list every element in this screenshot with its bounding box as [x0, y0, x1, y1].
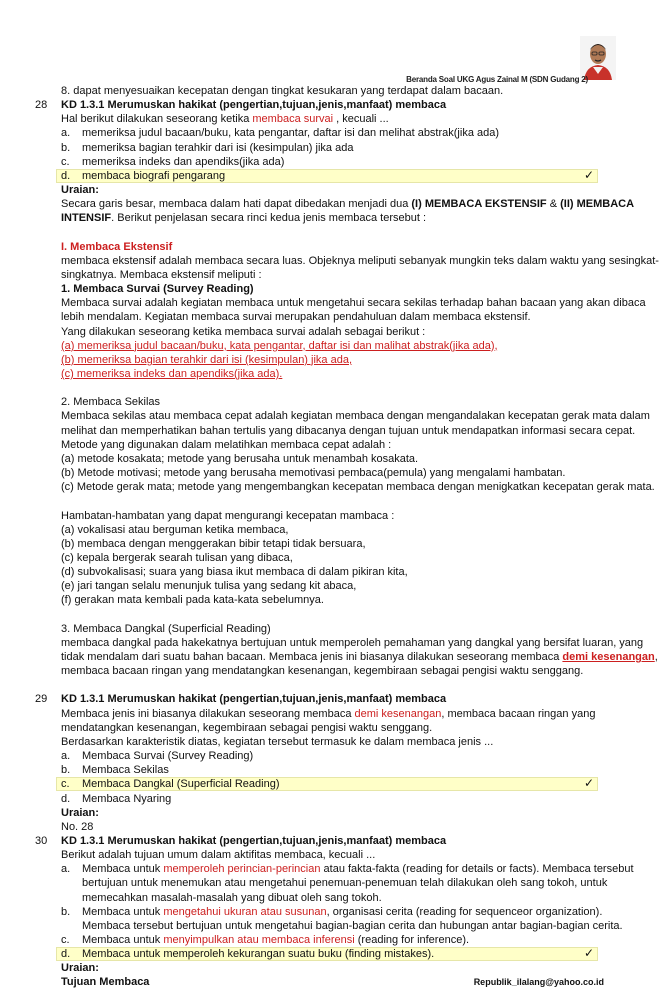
option-text: membaca biografi pengarang [82, 169, 226, 182]
line-text: (a) vokalisasi atau berguman ketika membaca, [61, 523, 289, 536]
line-text: (e) jari tangan selalu menunjuk tulisa yang sedang kit abaca, [61, 580, 357, 593]
option-text: memeriksa bagian terahkir dari isi (kesimpulan) jika ada [82, 141, 354, 154]
line-text: KD 1.3.1 Merumuskan hakikat (pengertian,tujuan,jenis,manfaat) membaca [61, 834, 447, 847]
text-segment: tidak mendalam dari suatu bahan bacaan. Membaca jenis ini biasanya dilakukan seseorang membaca [61, 651, 563, 663]
text-line [0, 749, 638, 763]
line-text: KD 1.3.1 Merumuskan hakikat (pengertian,tujuan,jenis,manfaat) membaca [61, 693, 447, 706]
line-text: lebih mendalam. Kegiatan membaca survai merupakan pendahuluan dalam membaca ekstensif. [61, 311, 531, 324]
footer-email: Republik_ilalang@yahoo.co.id [473, 977, 604, 987]
text-line [0, 792, 638, 806]
option-letter: b. [61, 764, 71, 777]
line-text: (a) memeriksa judul bacaan/buku, kata pengantar, daftar isi dan malihat abstrak(jika ada), [61, 339, 498, 352]
line-text: (f) gerakan mata kembali pada kata-kata sebelumnya. [61, 594, 324, 607]
line-text: (d) subvokalisasi; suara yang biasa ikut membaca di dalam pikiran kita, [61, 566, 408, 579]
line-text: mendatangkan kesenangan, kegembiraan sebagai pengisi waktu senggang. [61, 721, 433, 734]
text-line [0, 226, 638, 240]
line-text: (c) kepala bergerak searah tulisan yang dibaca, [61, 551, 293, 564]
text-segment: (II) MEMBACA [560, 198, 635, 211]
text-line [0, 141, 638, 155]
option-letter: c. [61, 778, 70, 791]
text-segment: demi kesenangan [354, 707, 442, 720]
line-text: Hambatan-hambatan yang dapat mengurangi kecepatan mambaca : [61, 509, 395, 522]
text-line [0, 197, 638, 211]
text-line [0, 763, 638, 777]
line-text: 8. dapat menyesuaikan kecepatan dengan tingkat kesukaran yang terdapat dalam bacaan. [61, 85, 504, 97]
text-line [0, 919, 638, 933]
text-segment: & [546, 198, 561, 211]
line-text: membaca bacaan ringan yang mendatangkan kesenangan, kegembiraan sebagai pengisi waktu senggang. [61, 665, 584, 678]
option-letter: b. [61, 905, 71, 918]
line-text: Yang dilakukan seseorang ketika membaca survai adalah sebagai berikut : [61, 325, 426, 338]
text-line [0, 593, 638, 607]
correct-check-icon: ✓ [584, 167, 595, 182]
text-line [0, 735, 638, 749]
text-segment: (I) MEMBACA EKSTENSIF [411, 198, 547, 211]
text-line [0, 296, 646, 310]
line-text: Berikut adalah tujuan umum dalam aktifitas membaca, kecuali ... [61, 849, 376, 862]
line-text [61, 707, 595, 722]
text-line [0, 636, 644, 650]
option-text: Membaca Survai (Survey Reading) [82, 750, 254, 763]
line-text [61, 197, 634, 212]
text-line [0, 480, 655, 494]
text-line [0, 211, 638, 225]
text-segment: Hal berikut dilakukan seseorang ketika [61, 113, 253, 126]
text-line [0, 395, 638, 409]
text-segment: , kecuali ... [333, 113, 389, 126]
line-text: KD 1.3.1 Merumuskan hakikat (pengertian,tujuan,jenis,manfaat) membaca [61, 99, 447, 112]
text-line [0, 367, 638, 381]
line-text: 3. Membaca Dangkal (Superficial Reading) [61, 622, 271, 635]
text-line [0, 608, 638, 622]
text-segment: Membaca untuk [82, 863, 164, 876]
line-text: Uraian: [61, 962, 99, 975]
text-segment: Membaca jenis ini biasanya dilakukan seseorang membaca [61, 707, 355, 720]
text-line [0, 339, 638, 353]
line-text: 1. Membaca Survai (Survey Reading) [61, 283, 254, 296]
text-segment: INTENSIF [61, 212, 112, 225]
line-text: Tujuan Membaca [61, 976, 150, 989]
text-segment: (reading for inference). [354, 934, 470, 946]
text-line [0, 947, 638, 961]
text-segment: mengetahui ukuran atau susunan [163, 905, 327, 918]
text-segment: Membaca untuk [82, 934, 164, 946]
line-text: melihat dan memperhatikan bahan tertulis yang dibacanya dengan tujuan untuk mendapatkan informasi secara cepat. [61, 424, 636, 437]
text-segment: atau fakta-fakta (reading for details or facts). Membaca tersebut [320, 863, 634, 876]
text-line [0, 523, 638, 537]
text-line [0, 424, 638, 438]
text-line [0, 933, 638, 947]
option-text: memecahkan masalah-masalah yang dibuat oleh sang tokoh. [82, 891, 382, 904]
line-text: Uraian: [61, 184, 99, 197]
text-segment: Membaca untuk [82, 905, 164, 918]
line-text: No. 28 [61, 820, 94, 833]
line-text: (b) membaca dengan menggerakan bibir tetapi tidak bersuara, [61, 537, 366, 550]
text-line [0, 806, 638, 820]
text-line [0, 183, 638, 197]
option-text: Membaca Sekilas [82, 764, 169, 777]
text-line [0, 155, 638, 169]
option-letter: b. [61, 141, 71, 154]
line-text [61, 112, 389, 127]
option-letter: c. [61, 934, 70, 946]
text-line [0, 466, 638, 480]
line-text: membaca dangkal pada hakekatnya bertujuan untuk memperoleh pemahaman yang dangkal yang bersifat luaran, yang [61, 636, 644, 649]
text-segment: , membaca bacaan ringan yang [441, 707, 596, 720]
text-line [0, 268, 638, 282]
line-text: I. Membaca Ekstensif [61, 240, 173, 253]
text-line [0, 438, 638, 452]
text-line [0, 891, 638, 905]
option-text: Membaca untuk memperoleh kekurangan suatu buku (finding mistakes). [82, 948, 435, 961]
text-line [0, 678, 638, 692]
option-text: memeriksa indeks dan apendiks(jika ada) [82, 155, 285, 168]
text-line [0, 310, 638, 324]
option-letter: a. [61, 127, 71, 140]
line-text: Berdasarkan karakteristik diatas, kegiatan tersebut termasuk ke dalam membaca jenis ... [61, 735, 494, 748]
option-text: bertujuan untuk menemukan atau mengetahui penemuan-penemuan telah dilakukan oleh sang tokoh, untuk [82, 877, 608, 890]
text-segment: menyimpulkan atau membaca inferensi [163, 934, 355, 946]
text-line [0, 820, 638, 834]
text-line [0, 84, 638, 98]
text-segment: , organisasi cerita (reading for sequenceor organization). [326, 905, 603, 918]
text-line [0, 664, 638, 678]
text-line [0, 112, 638, 126]
text-line [0, 622, 638, 636]
question-number: 30 [35, 834, 48, 847]
text-line [0, 494, 638, 508]
text-segment: membaca survai [252, 113, 334, 126]
text-line [0, 169, 638, 183]
text-segment: Secara garis besar, membaca dalam hati dapat dibedakan menjadi dua [61, 198, 412, 211]
line-text: Membaca survai adalah kegiatan membaca untuk mengetahui secara sekilas terhadap bahan bacaan yang akan dibaca [61, 297, 646, 310]
text-segment: . Berikut penjelasan secara rinci kedua jenis membaca tersebut : [111, 212, 427, 225]
question-number: 29 [35, 693, 48, 706]
question-number: 28 [35, 99, 48, 112]
text-line [0, 777, 638, 791]
text-line [0, 692, 638, 706]
text-line [0, 721, 638, 735]
text-line [0, 126, 638, 140]
text-line [0, 707, 638, 721]
author-photo [580, 36, 616, 80]
correct-check-icon: ✓ [584, 776, 595, 791]
text-line [0, 381, 638, 395]
text-line [0, 353, 638, 367]
option-text: memeriksa judul bacaan/buku, kata pengantar, daftar isi dan melihat abstrak(jika ada) [82, 127, 500, 140]
text-line [0, 579, 638, 593]
text-line [0, 509, 638, 523]
text-line [0, 325, 638, 339]
option-letter: d. [61, 169, 71, 182]
option-text: Membaca tersebut bertujuan untuk mengetahui bagian-bagian cerita dan hubungan antar bagian-bagian cerita. [82, 919, 623, 932]
line-text: (c) Metode gerak mata; metode yang mengembangkan kecepatan membaca dengan menigkatkan kecepatan gerak mata. [61, 481, 655, 494]
option-letter: d. [61, 948, 71, 961]
option-text [82, 933, 469, 948]
line-text: (b) memeriksa bagian terahkir dari isi (kesimpulan) jika ada, [61, 353, 353, 366]
line-text: singkatnya. Membaca ekstensif meliputi : [61, 268, 262, 281]
line-text: (b) Metode motivasi; metode yang berusaha memotivasi pembaca(pemula) yang mengalami hambatan. [61, 467, 566, 480]
option-text: Membaca Dangkal (Superficial Reading) [82, 778, 280, 791]
text-line [0, 876, 638, 890]
text-line [0, 409, 650, 423]
text-line [0, 650, 658, 664]
text-segment: demi kesenangan [562, 651, 655, 663]
text-line [0, 961, 638, 975]
option-text [82, 905, 602, 920]
header-title: Beranda Soal UKG Agus Zainal M (SDN Gudang 2) [406, 75, 588, 84]
text-segment: memperoleh perincian-perincian [163, 863, 321, 876]
text-line [0, 848, 638, 862]
text-line [0, 254, 659, 268]
option-letter: a. [61, 863, 71, 876]
text-line [0, 862, 638, 876]
line-text: membaca ekstensif adalah membaca secara luas. Objeknya meliputi sebanyak mungkin teks dalam waktu yang sesingkat- [61, 254, 659, 267]
line-text [61, 650, 658, 665]
correct-check-icon: ✓ [584, 946, 595, 961]
line-text: (a) metode kosakata; metode yang berusaha untuk menambah kosakata. [61, 452, 419, 465]
text-line [0, 452, 638, 466]
text-line [0, 240, 638, 254]
text-line [0, 282, 638, 296]
line-text: Membaca sekilas atau membaca cepat adalah kegiatan membaca dengan mengandalakan kecepatan gerak mata dalam [61, 410, 650, 423]
text-line [0, 537, 638, 551]
line-text: 2. Membaca Sekilas [61, 396, 161, 409]
line-text: Uraian: [61, 806, 99, 819]
line-text: Metode yang digunakan dalam melatihkan membaca cepat adalah : [61, 438, 392, 451]
text-line [0, 905, 638, 919]
option-letter: c. [61, 155, 70, 168]
text-line [0, 551, 638, 565]
option-letter: d. [61, 792, 71, 805]
text-line [0, 565, 638, 579]
option-text [82, 862, 634, 877]
text-line [0, 98, 638, 112]
text-segment: , [654, 651, 658, 663]
line-text: (c) memeriksa indeks dan apendiks(jika ada). [61, 368, 283, 380]
option-letter: a. [61, 750, 71, 763]
text-line [0, 834, 638, 848]
option-text: Membaca Nyaring [82, 792, 172, 805]
line-text [61, 211, 426, 226]
